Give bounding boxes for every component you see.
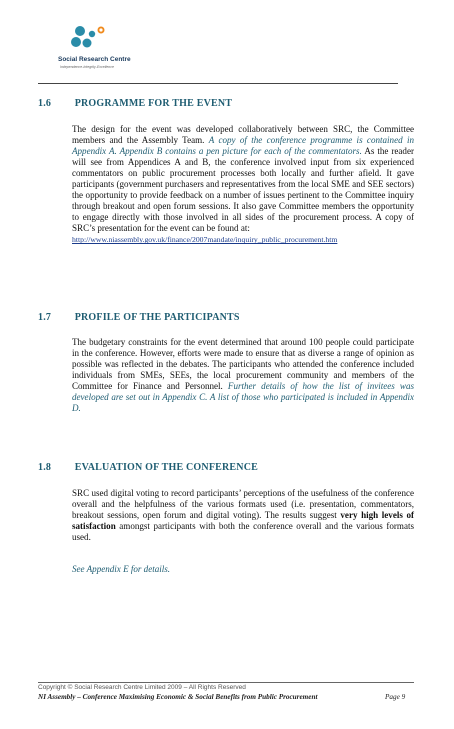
copyright-text: Copyright © Social Research Centre Limited 2009 – All Rights Reserved xyxy=(38,684,246,691)
paragraph-text: SRC used digital voting to record participants’ perceptions of the usefulness of the conference overall and the helpfulness of the various formats used (i.e. presentation, commentators, breakout sessions, open forum and digital voting). The results suggest xyxy=(72,488,414,521)
logo xyxy=(58,22,131,78)
emphasis-text: very high levels of satisfaction xyxy=(72,510,414,532)
section-number: 1.6 xyxy=(38,98,52,109)
footer-document-title: NI Assembly – Conference Maximising Economic & Social Benefits from Public Procurement xyxy=(38,693,318,701)
footer-divider xyxy=(38,682,414,683)
paragraph-programme xyxy=(72,124,414,246)
section-title: PROGRAMME FOR THE EVENT xyxy=(74,98,233,109)
paragraph-participants xyxy=(72,337,414,414)
paragraph-text: The budgetary constraints for the event determined that around 100 people could participate in the conference. However, efforts were made to ensure that as diverse a range of opinion as possible was reflected in the debates. The participants who attended the conference included individuals from SMEs, SEEs, the local procurement community and members of the Committee for Finance and Personnel. xyxy=(72,337,414,392)
section-title: PROFILE OF THE PARTICIPANTS xyxy=(74,312,240,323)
appendix-reference-text: Further details of how the list of invitees was developed are set out in Appendix C. A list of those who participated is included in Appendix D. xyxy=(72,381,414,414)
tagline: Independence-Integrity-Excellence xyxy=(60,65,114,69)
org-name: Social Research Centre xyxy=(58,56,131,63)
procurement-inquiry-link[interactable]: http://www.niassembly.gov.uk/finance/2007mandate/inquiry_public_procurement.htm xyxy=(72,235,338,245)
paragraph-text: The design for the event was developed collaboratively between SRC, the Committee members and the Assembly Team. xyxy=(72,124,414,146)
section-number: 1.8 xyxy=(38,462,52,473)
paragraph-text: amongst participants with both the conference overall and the various formats used. xyxy=(72,521,414,543)
page-number: Page 9 xyxy=(385,693,406,701)
paragraph-text: As the reader will see from Appendices A and B, the conference involved input from six experienced commentators on public procurement processes both locally and further afield. It gave participants (government purchasers and representatives from the local SME and SEE sectors) the opportunity to provide feedback on a number of issues pertinent to the Committee inquiry through breakout and open forum sessions. It also gave Committee members the opportunity to engage directly with those involved in all sides of the procurement process. A copy of SRC’s presentation for the event can be found at: xyxy=(72,146,414,234)
appendix-note xyxy=(72,564,414,575)
section-heading-1-7 xyxy=(38,312,418,323)
paragraph-evaluation xyxy=(72,488,414,543)
appendix-reference-text: See Appendix E for details. xyxy=(72,564,171,574)
logo-mark-icon xyxy=(68,22,114,54)
header-divider xyxy=(38,83,398,84)
appendix-reference-text: A copy of the conference programme is contained in Appendix A. Appendix B contains a pen picture for each of the commentators. xyxy=(72,135,414,157)
section-heading-1-8 xyxy=(38,462,418,473)
section-heading-1-6 xyxy=(38,98,418,109)
section-number: 1.7 xyxy=(38,312,52,323)
section-title: EVALUATION OF THE CONFERENCE xyxy=(74,462,259,473)
